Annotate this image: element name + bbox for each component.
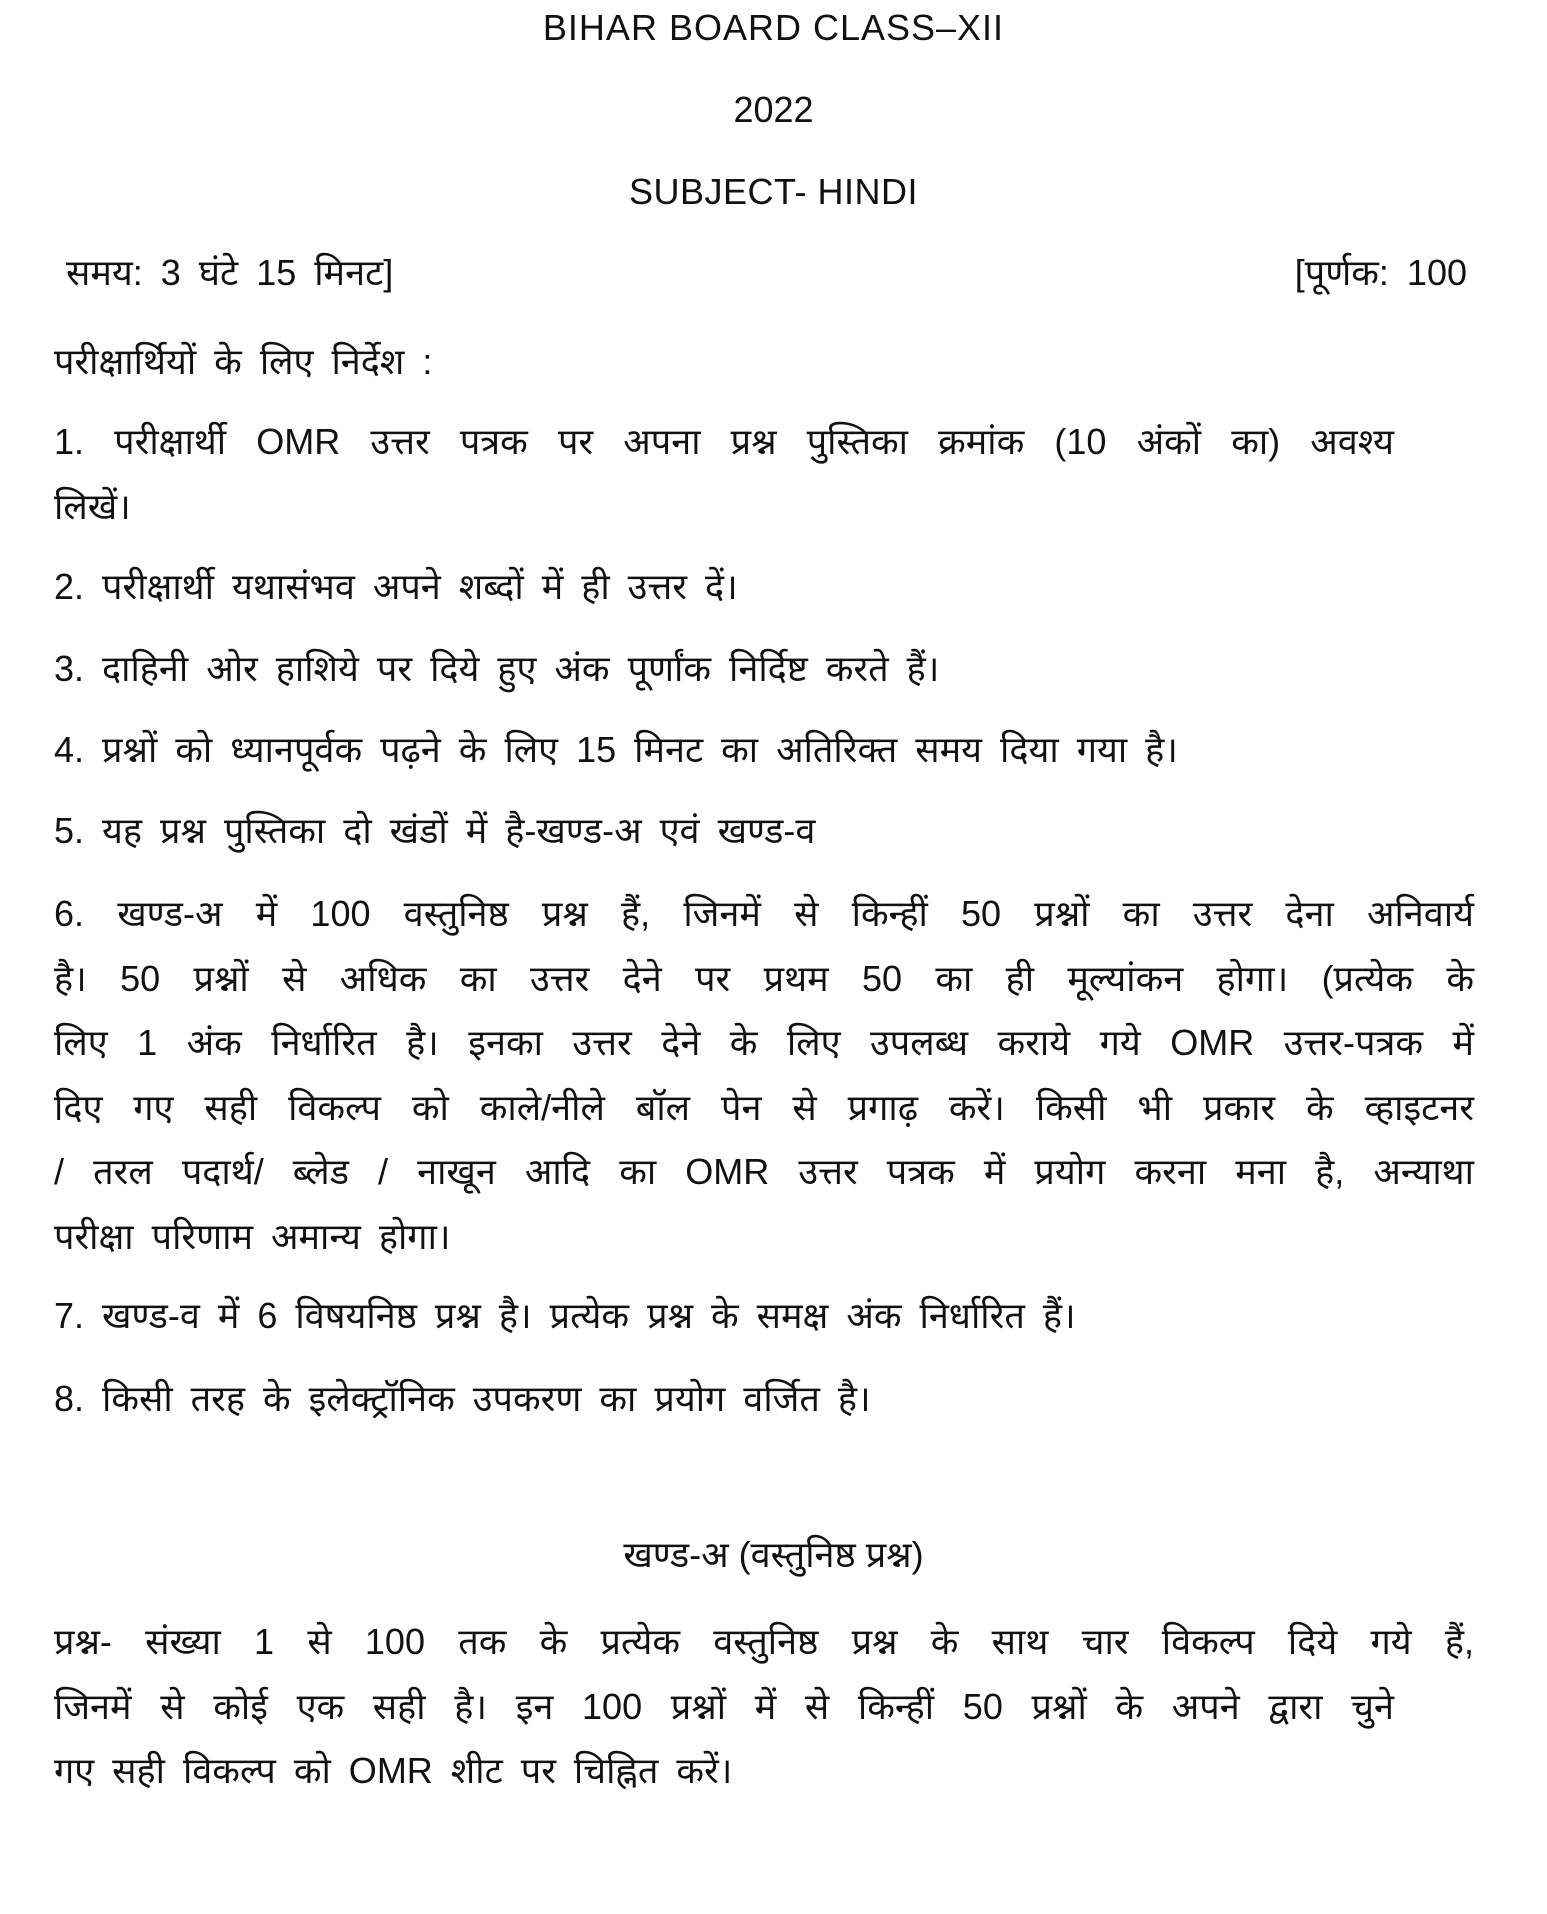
instruction-line: है। 50 प्रश्नों से अधिक का उत्तर देने पर प्रथम 50 का ही मूल्यांकन होगा। (प्रत्येक के [54, 957, 1474, 999]
instruction-7 [54, 1284, 1474, 1349]
exam-year: 2022 [733, 89, 814, 130]
instruction-line: 3. दाहिनी ओर हाशिये पर दिये हुए अंक पूर्णांक निर्दिष्ट करते हैं। [54, 648, 940, 689]
board-title: BIHAR BOARD CLASS–XII [542, 7, 1005, 48]
instruction-5 [54, 799, 1474, 864]
instruction-3 [54, 637, 1474, 702]
instruction-line: 6. खण्ड-अ में 100 वस्तुनिष्ठ प्रश्न हैं, जिनमें से किन्हीं 50 प्रश्नों का उत्तर देना अनिवार्य [54, 893, 1474, 934]
instructions-heading: परीक्षार्थियों के लिए निर्देश : [54, 341, 433, 382]
instruction-8 [54, 1367, 1474, 1432]
instruction-line: दिए गए सही विकल्प को काले/नीले बॉल पेन से प्रगाढ़ करें। किसी भी प्रकार के व्हाइटनर [54, 1086, 1474, 1128]
instruction-line: 7. खण्ड-व में 6 विषयनिष्ठ प्रश्न है। प्रत्येक प्रश्न के समक्ष अंक निर्धारित हैं। [54, 1295, 1076, 1336]
section-intro-line: जिनमें से कोई एक सही है। इन 100 प्रश्नों में से किन्हीं 50 प्रश्नों के अपने द्वारा चुने [54, 1685, 1394, 1727]
instruction-line: 2. परीक्षार्थी यथासंभव अपने शब्दों में ही उत्तर दें। [54, 566, 738, 607]
subject-title: SUBJECT- HINDI [628, 171, 919, 212]
instruction-line: 4. प्रश्नों को ध्यानपूर्वक पढ़ने के लिए 15 मिनट का अतिरिक्त समय दिया गया है। [54, 729, 1178, 770]
section-intro-line: प्रश्न- संख्या 1 से 100 तक के प्रत्येक वस्तुनिष्ठ प्रश्न के साथ चार विकल्प दिये गये हैं, [54, 1621, 1474, 1662]
instruction-1 [54, 410, 1394, 539]
full-marks: [पूर्णक: 100 [1294, 252, 1467, 293]
instruction-line: लिखें। [54, 485, 131, 527]
instruction-2 [54, 555, 1474, 620]
instruction-line: परीक्षा परिणाम अमान्य होगा। [54, 1215, 451, 1257]
instruction-line: 5. यह प्रश्न पुस्तिका दो खंडों में है-खण्ड-अ एवं खण्ड-व [54, 810, 816, 851]
instruction-line: 8. किसी तरह के इलेक्ट्रॉनिक उपकरण का प्रयोग वर्जित है। [54, 1378, 871, 1419]
section-a-heading: खण्ड-अ (वस्तुनिष्ठ प्रश्न) [623, 1534, 924, 1575]
instruction-6 [54, 882, 1474, 1269]
section-intro-line: गए सही विकल्प को OMR शीट पर चिह्नित करें। [54, 1750, 733, 1791]
exam-time: समय: 3 घंटे 15 मिनट] [66, 252, 394, 293]
instruction-line: लिए 1 अंक निर्धारित है। इनका उत्तर देने के लिए उपलब्ध कराये गये OMR उत्तर-पत्रक में [54, 1022, 1474, 1063]
instruction-line: 1. परीक्षार्थी OMR उत्तर पत्रक पर अपना प्रश्न पुस्तिका क्रमांक (10 अंकों का) अवश्य [54, 421, 1394, 462]
section-a-intro [54, 1610, 1474, 1804]
instruction-line: / तरल पदार्थ/ ब्लेड / नाखून आदि का OMR उत्तर पत्रक में प्रयोग करना मना है, अन्याथा [54, 1151, 1474, 1192]
exam-meta-row [66, 250, 1467, 296]
instruction-4 [54, 718, 1474, 783]
